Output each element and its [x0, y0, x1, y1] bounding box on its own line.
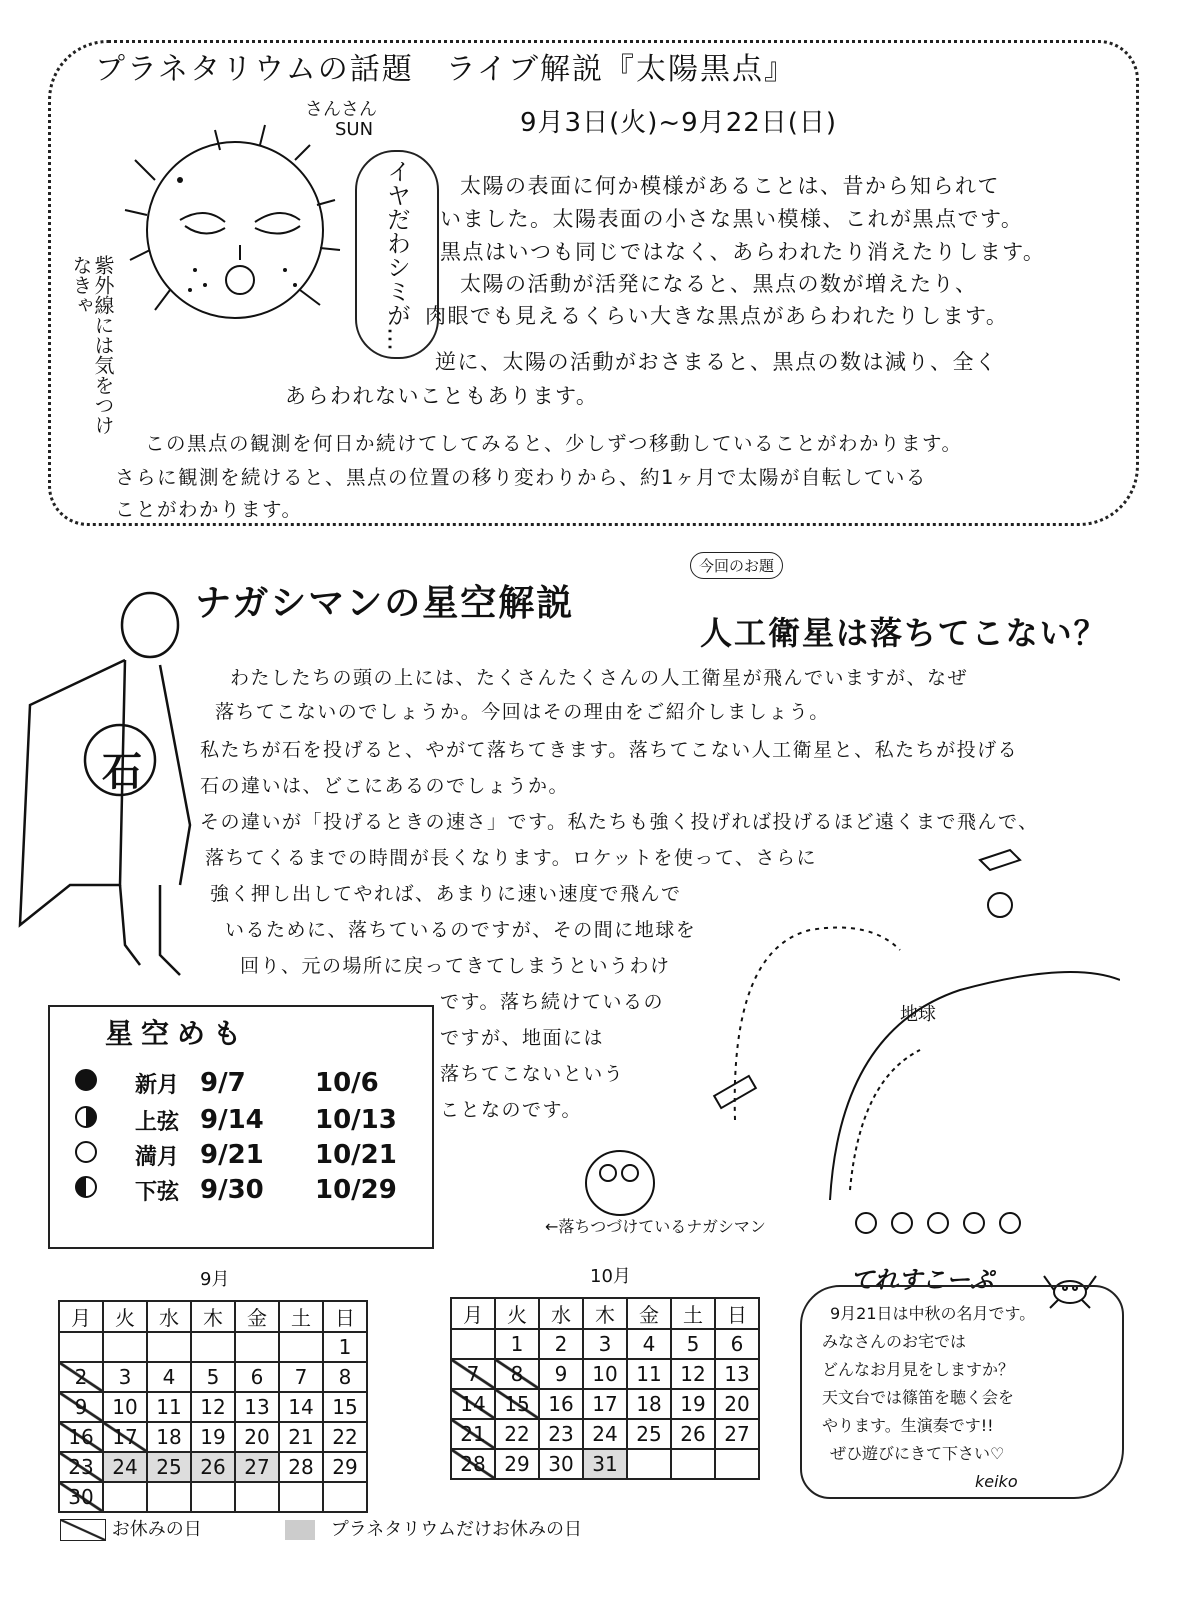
calendar-day-cell: 3 — [103, 1362, 147, 1392]
calendar-day-cell: 28 — [451, 1449, 495, 1479]
telescope-line: 9月21日は中秋の名月です。 — [830, 1304, 1036, 1323]
weekday-header: 火 — [495, 1298, 539, 1329]
calendar-day-cell — [627, 1449, 671, 1479]
weekday-header: 土 — [279, 1301, 323, 1332]
sun-label-text: SUN — [335, 119, 374, 140]
memo-sep-date: 9/14 — [200, 1105, 264, 1135]
calendar-day-cell: 4 — [147, 1362, 191, 1392]
calendar-day-cell: 24 — [103, 1452, 147, 1482]
memo-sep-date: 9/30 — [200, 1175, 264, 1205]
calendar-day-cell: 10 — [103, 1392, 147, 1422]
sun-name-label — [305, 100, 377, 140]
satellite-paragraph-line: ですが、地面には — [440, 1027, 605, 1049]
sunspot-paragraph-line: この黒点の観測を何日か続けてしてみると、少しずつ移動していることがわかります。 — [145, 432, 963, 455]
holiday-label: お休みの日 — [111, 1519, 202, 1540]
weekday-header: 水 — [147, 1301, 191, 1332]
weekday-header: 月 — [451, 1298, 495, 1329]
calendar-day-cell: 2 — [59, 1362, 103, 1392]
telescope-title: てれすこーぷ — [850, 1266, 994, 1294]
moon-faces-row — [855, 1212, 1021, 1234]
calendar-week-row — [59, 1362, 367, 1392]
weekday-header: 日 — [323, 1301, 367, 1332]
telescope-line: ぜひ遊びにきて下さい♡ — [830, 1444, 1005, 1463]
calendar-day-cell: 17 — [103, 1422, 147, 1452]
calendar-day-cell: 10 — [583, 1359, 627, 1389]
satellite-paragraph-line: です。落ち続けているの — [440, 991, 664, 1013]
memo-oct-date: 10/29 — [315, 1175, 397, 1205]
weekday-header: 月 — [59, 1301, 103, 1332]
calendar-day-cell: 26 — [671, 1419, 715, 1449]
satellite-paragraph-line: 落ちてこないのでしょうか。今回はその理由をご紹介しましょう。 — [215, 701, 830, 723]
calendar-day-cell: 29 — [323, 1452, 367, 1482]
calendar-day-cell: 15 — [495, 1389, 539, 1419]
calendar-day-cell: 9 — [59, 1392, 103, 1422]
calendar-day-cell: 11 — [147, 1392, 191, 1422]
section-title-nagashiman: ナガシマンの星空解説 — [195, 583, 575, 624]
calendar-day-cell: 25 — [627, 1419, 671, 1449]
calendar-day-cell: 16 — [59, 1422, 103, 1452]
calendar-day-cell: 20 — [235, 1422, 279, 1452]
calendar-day-cell — [147, 1482, 191, 1512]
moon-face-icon — [927, 1212, 949, 1234]
calendar-day-cell: 25 — [147, 1452, 191, 1482]
memo-row-full-moon — [75, 1140, 397, 1170]
telescope-line: やります。生演奏です!! — [822, 1416, 994, 1435]
satellite-paragraph-line: ことなのです。 — [440, 1099, 582, 1121]
telescope-line: 天文台では篠笛を聴く会を — [822, 1388, 1015, 1407]
falling-caption: ←落ちつづけているナガシマン — [545, 1217, 766, 1236]
memo-phase: 上弦 — [135, 1110, 180, 1135]
calendar-week-row — [451, 1389, 759, 1419]
memo-sep-date: 9/7 — [200, 1068, 246, 1098]
calendar-day-cell — [147, 1332, 191, 1362]
article-title: プラネタリウムの話題 ライブ解説『太陽黒点』 — [95, 52, 796, 87]
memo-row-last-quarter — [75, 1175, 397, 1205]
calendar-day-cell: 21 — [279, 1422, 323, 1452]
calendar-day-cell: 21 — [451, 1419, 495, 1449]
calendar-day-cell: 19 — [671, 1389, 715, 1419]
moon-face-icon — [891, 1212, 913, 1234]
calendar-day-cell: 8 — [495, 1359, 539, 1389]
calendar-day-cell: 24 — [583, 1419, 627, 1449]
calendar-day-cell — [279, 1332, 323, 1362]
calendar-day-cell — [715, 1449, 759, 1479]
sunspot-paragraph-line: さらに観測を続けると、黒点の位置の移り変わりから、約1ヶ月で太陽が自転している — [115, 466, 927, 489]
calendar-day-cell — [103, 1482, 147, 1512]
calendar-week-row — [451, 1329, 759, 1359]
speech-bubble: イヤだわシミが… — [355, 150, 439, 359]
calendar-week-row — [59, 1422, 367, 1452]
moon-face-icon — [855, 1212, 877, 1234]
september-calendar-title: 9月 — [200, 1269, 230, 1290]
weekday-header: 金 — [627, 1298, 671, 1329]
planetarium-swatch — [285, 1520, 315, 1540]
calendar-day-cell: 14 — [279, 1392, 323, 1422]
calendar-day-cell: 29 — [495, 1449, 539, 1479]
calendar-day-cell — [323, 1482, 367, 1512]
calendar-day-cell: 8 — [323, 1362, 367, 1392]
calendar-day-cell: 28 — [279, 1452, 323, 1482]
calendar-week-row — [59, 1452, 367, 1482]
calendar-day-cell: 22 — [495, 1419, 539, 1449]
topic-label: 今回のお題 — [690, 552, 783, 579]
legend-holiday — [60, 1515, 202, 1541]
calendar-day-cell: 22 — [323, 1422, 367, 1452]
calendar-day-cell: 2 — [539, 1329, 583, 1359]
calendar-day-cell: 3 — [583, 1329, 627, 1359]
calendar-day-cell: 19 — [191, 1422, 235, 1452]
telescope-signature: keiko — [975, 1472, 1018, 1491]
calendar-day-cell: 27 — [715, 1419, 759, 1449]
sunspot-paragraph-line: 太陽の活動が活発になると、黒点の数が増えたり、 — [460, 272, 978, 296]
calendar-day-cell — [279, 1482, 323, 1512]
memo-oct-date: 10/13 — [315, 1105, 397, 1135]
satellite-paragraph-line: 石の違いは、どこにあるのでしょうか。 — [200, 775, 570, 797]
calendar-day-cell: 23 — [539, 1419, 583, 1449]
calendar-day-cell — [103, 1332, 147, 1362]
calendar-day-cell: 18 — [627, 1389, 671, 1419]
hero-badge-character: 石 — [102, 749, 142, 795]
weekday-header: 火 — [103, 1301, 147, 1332]
calendar-day-cell: 14 — [451, 1389, 495, 1419]
planetarium-label: プラネタリウムだけお休みの日 — [330, 1519, 583, 1540]
calendar-day-cell: 11 — [627, 1359, 671, 1389]
weekday-header: 木 — [583, 1298, 627, 1329]
new-moon-icon — [75, 1069, 97, 1091]
calendar-day-cell: 5 — [191, 1362, 235, 1392]
calendar-week-row — [451, 1419, 759, 1449]
satellite-paragraph-line: 落ちてこないという — [440, 1063, 625, 1085]
legend-planetarium — [285, 1515, 582, 1541]
last-quarter-moon-icon — [75, 1176, 97, 1198]
calendar-day-cell: 26 — [191, 1452, 235, 1482]
sunspot-paragraph-line: 黒点はいつも同じではなく、あらわれたり消えたりします。 — [440, 240, 1046, 264]
calendar-day-cell — [235, 1482, 279, 1512]
memo-phase: 下弦 — [135, 1180, 180, 1205]
telescope-line: みなさんのお宅では — [822, 1332, 967, 1351]
memo-row-first-quarter — [75, 1105, 397, 1135]
sunspot-paragraph-line: 逆に、太陽の活動がおさまると、黒点の数は減り、全く — [435, 350, 998, 374]
memo-oct-date: 10/21 — [315, 1140, 397, 1170]
satellite-paragraph-line: その違いが「投げるときの速さ」です。私たちも強く投げれば投げるほど遠くまで飛んで、 — [200, 811, 1039, 833]
calendar-day-cell: 20 — [715, 1389, 759, 1419]
memo-oct-date: 10/6 — [315, 1068, 379, 1098]
calendar-day-cell: 16 — [539, 1389, 583, 1419]
calendar-week-row — [59, 1392, 367, 1422]
satellite-paragraph-line: 私たちが石を投げると、やがて落ちてきます。落ちてこない人工衛星と、私たちが投げる — [200, 739, 1019, 761]
star-memo-title: 星空めも — [105, 1017, 250, 1050]
satellite-paragraph-line: 強く押し出してやれば、あまりに速い速度で飛んで — [210, 883, 682, 905]
calendar-day-cell: 30 — [59, 1482, 103, 1512]
calendar-day-cell — [191, 1482, 235, 1512]
satellite-paragraph-line: いるために、落ちているのですが、その間に地球を — [225, 919, 697, 941]
calendar-week-row — [451, 1359, 759, 1389]
holiday-swatch — [60, 1519, 106, 1541]
satellite-paragraph-line: 回り、元の場所に戻ってきてしまうというわけ — [240, 955, 671, 977]
sun-name-text: さんさん — [305, 99, 377, 120]
october-calendar — [450, 1297, 760, 1480]
moon-face-icon — [963, 1212, 985, 1234]
calendar-day-cell: 17 — [583, 1389, 627, 1419]
calendar-day-cell: 6 — [235, 1362, 279, 1392]
topic-title: 人工衛星は落ちてこない？ — [700, 614, 1108, 652]
full-moon-icon — [75, 1141, 97, 1163]
memo-row-new-moon — [75, 1068, 379, 1098]
calendar-day-cell: 12 — [671, 1359, 715, 1389]
calendar-day-cell: 6 — [715, 1329, 759, 1359]
calendar-day-cell: 30 — [539, 1449, 583, 1479]
weekday-header: 日 — [715, 1298, 759, 1329]
calendar-week-row — [59, 1332, 367, 1362]
memo-phase: 満月 — [135, 1145, 180, 1170]
calendar-day-cell: 31 — [583, 1449, 627, 1479]
calendar-day-cell: 13 — [715, 1359, 759, 1389]
calendar-day-cell: 1 — [495, 1329, 539, 1359]
calendar-week-row — [59, 1482, 367, 1512]
falling-character-illustration — [580, 1145, 660, 1220]
sunspot-paragraph-line: いました。太陽表面の小さな黒い模様、これが黒点です。 — [440, 207, 1024, 231]
calendar-day-cell — [191, 1332, 235, 1362]
weekday-header: 土 — [671, 1298, 715, 1329]
calendar-day-cell — [671, 1449, 715, 1479]
calendar-day-cell: 7 — [279, 1362, 323, 1392]
sunspot-paragraph-line: 肉眼でも見えるくらい大きな黒点があらわれたりします。 — [425, 304, 1009, 328]
calendar-day-cell: 5 — [671, 1329, 715, 1359]
calendar-day-cell: 13 — [235, 1392, 279, 1422]
sunspot-paragraph-line: 太陽の表面に何か模様があることは、昔から知られて — [460, 174, 1000, 198]
weekday-header: 金 — [235, 1301, 279, 1332]
uv-warning-note: 紫外線には気をつけなきゃ — [69, 255, 115, 435]
event-dates: 9月3日(火)~9月22日(日) — [520, 108, 838, 138]
calendar-day-cell: 12 — [191, 1392, 235, 1422]
calendar-day-cell: 4 — [627, 1329, 671, 1359]
calendar-day-cell: 1 — [323, 1332, 367, 1362]
earth-label: 地球 — [900, 1004, 936, 1025]
satellite-paragraph-line: わたしたちの頭の上には、たくさんたくさんの人工衛星が飛んでいますが、なぜ — [230, 667, 969, 689]
sunspot-paragraph-line: ことがわかります。 — [115, 498, 303, 521]
calendar-week-row — [451, 1449, 759, 1479]
first-quarter-moon-icon — [75, 1106, 97, 1128]
calendar-day-cell: 7 — [451, 1359, 495, 1389]
calendar-day-cell: 9 — [539, 1359, 583, 1389]
moon-face-icon — [999, 1212, 1021, 1234]
satellite-paragraph-line: 落ちてくるまでの時間が長くなります。ロケットを使って、さらに — [205, 847, 817, 869]
calendar-day-cell: 23 — [59, 1452, 103, 1482]
calendar-day-cell: 18 — [147, 1422, 191, 1452]
telescope-line: どんなお月見をしますか？ — [822, 1360, 1015, 1379]
september-calendar — [58, 1300, 368, 1513]
calendar-day-cell: 27 — [235, 1452, 279, 1482]
sunspot-paragraph-line: あらわれないこともあります。 — [285, 384, 599, 408]
october-calendar-title: 10月 — [590, 1266, 631, 1287]
memo-sep-date: 9/21 — [200, 1140, 264, 1170]
calendar-day-cell: 15 — [323, 1392, 367, 1422]
weekday-header: 木 — [191, 1301, 235, 1332]
calendar-day-cell — [451, 1329, 495, 1359]
calendar-day-cell — [59, 1332, 103, 1362]
calendar-day-cell — [235, 1332, 279, 1362]
weekday-header: 水 — [539, 1298, 583, 1329]
memo-phase: 新月 — [135, 1073, 180, 1098]
